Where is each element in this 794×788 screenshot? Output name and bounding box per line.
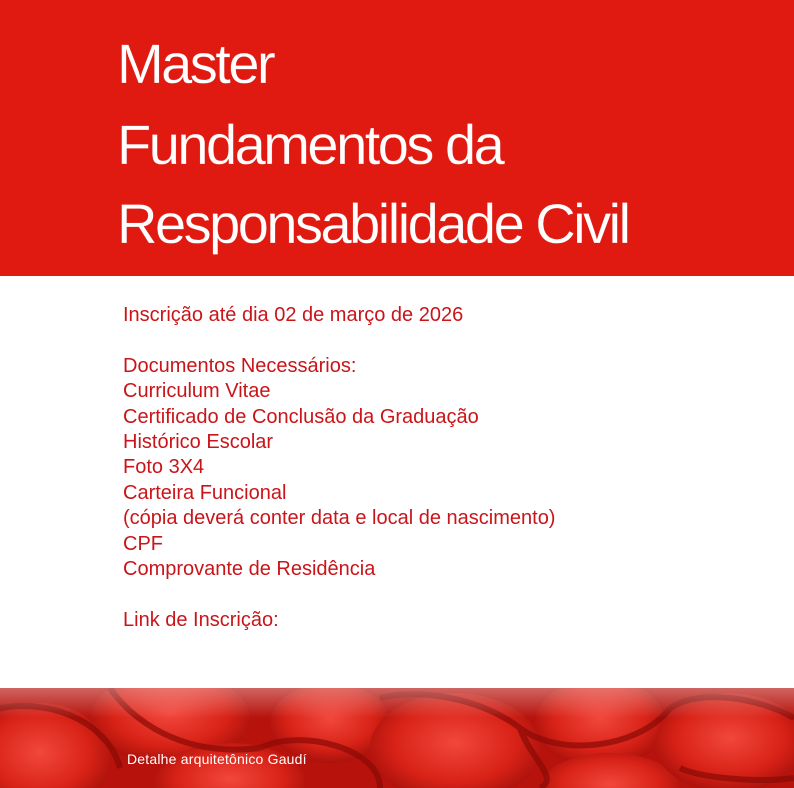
gaudi-detail-image (0, 688, 794, 788)
document-item-comprovante: Comprovante de Residência (123, 558, 376, 581)
document-item-cpf: CPF (123, 532, 163, 555)
document-item-foto: Foto 3X4 (123, 456, 205, 479)
document-item-historico: Histórico Escolar (123, 431, 274, 454)
gaudi-texture-image (0, 688, 794, 788)
deadline-text: Inscrição até dia 02 de março de 2026 (123, 304, 464, 326)
title-line-responsabilidade: Responsabilidade Civil (117, 192, 629, 255)
image-caption: Detalhe arquitetônico Gaudí (127, 751, 307, 767)
document-item-certificado: Certificado de Conclusão da Graduação (123, 405, 479, 428)
document-item-carteira: Carteira Funcional (123, 481, 287, 504)
registration-link-label: Link de Inscrição: (123, 608, 279, 631)
title-line-master: Master (117, 32, 274, 95)
document-item-cv: Curriculum Vitae (123, 380, 271, 403)
info-block (123, 303, 555, 633)
document-item-note: (cópia deverá conter data e local de nascimento) (123, 507, 556, 530)
documents-heading: Documentos Necessários: (123, 354, 357, 377)
title-line-fundamentos: Fundamentos da (117, 113, 503, 176)
title-banner (0, 0, 794, 276)
